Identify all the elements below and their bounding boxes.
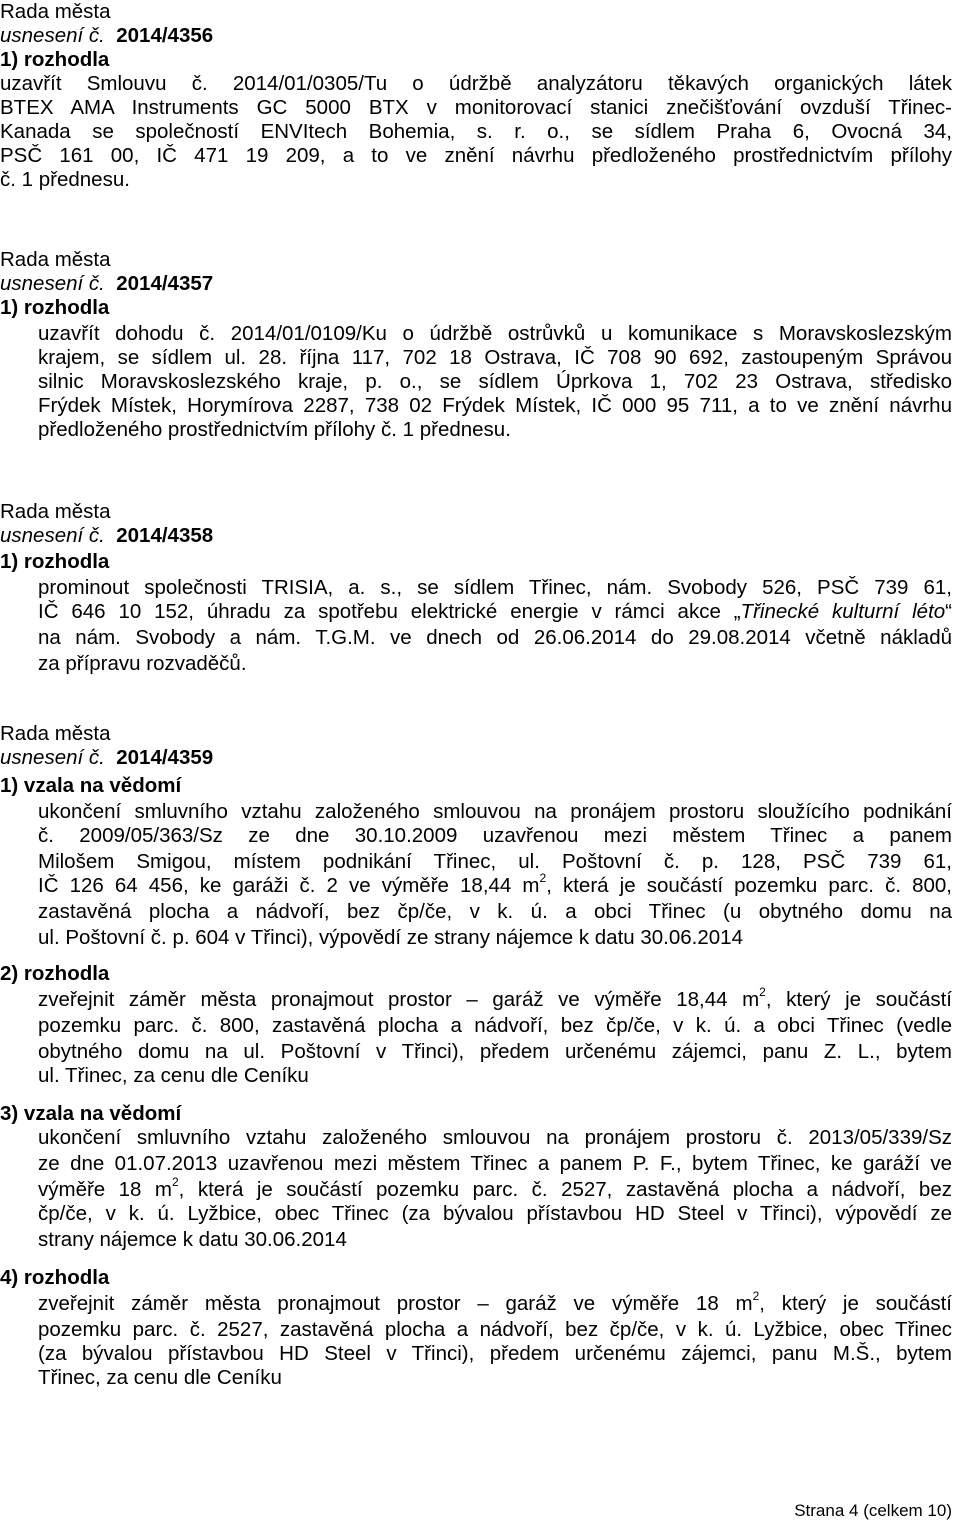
item-text-line: ze dne 01.07.2013 uzavřenou mezi městem Třinec a panem P. F., bytem Třinec, ke garáží ve — [38, 1152, 952, 1175]
council-label: Rada města — [0, 0, 111, 23]
item-heading: 2) rozhodla — [0, 962, 110, 985]
item-text-line: silnic Moravskoslezského kraje, p. o., se sídlem Úprkova 1, 702 23 Ostrava, středisko — [38, 370, 952, 393]
resolution-label: usnesení č. — [0, 24, 105, 47]
item-text-line: uzavřít dohodu č. 2014/01/0109/Ku o údržbě ostrůvků u komunikace s Moravskoslezským — [38, 322, 952, 345]
item-text-line: pozemku parc. č. 2527, zastavěná plocha a nádvoří, bez čp/če, v k. ú. Lyžbice, obec Třinec — [38, 1318, 952, 1341]
resolution-label: usnesení č. — [0, 746, 105, 769]
item-text-line: IČ 126 64 456, ke garáži č. 2 ve výměře 18,44 $m^2$, která je součástí pozemku parc. č. 800, — [38, 871, 953, 897]
item-text-line: krajem, se sídlem ul. 28. října 117, 702 18 Ostrava, IČ 708 90 692, zastoupeným Správou — [38, 346, 952, 369]
item-text-line: zveřejnit záměr města pronajmout prostor – garáž ve výměře 18 $m^2$, který je součástí — [38, 1289, 952, 1315]
council-label: Rada města — [0, 248, 111, 271]
item-heading: 1) rozhodla — [0, 550, 110, 573]
resolution-label: usnesení č. — [0, 524, 105, 547]
item-text-line: na nám. Svobody a nám. T.G.M. ve dnech od 26.06.2014 do 29.08.2014 včetně nákladů — [38, 626, 952, 649]
item-text-line: zveřejnit záměr města pronajmout prostor – garáž ve výměře 18,44 $m^2$, který je součástí — [38, 985, 952, 1011]
resolution-number-line — [0, 272, 213, 296]
item-text-line: BTEX AMA Instruments GC 5000 BTX v monitorovací stanici znečišťování ovzduší Třinec- — [0, 96, 952, 119]
item-text-line: za přípravu rozvaděčů. — [38, 652, 247, 675]
item-text-line: č. 2009/05/363/Sz ze dne 30.10.2009 uzavřenou mezi městem Třinec a panem — [38, 824, 952, 847]
item-text-line: Frýdek Místek, Horymírova 2287, 738 02 Frýdek Místek, IČ 000 95 711, a to ve znění návrhu — [38, 394, 952, 417]
resolution-number-line — [0, 24, 213, 48]
item-text-line: výměře 18 $m^2$, která je součástí pozemku parc. č. 2527, zastavěná plocha a nádvoří, bez — [38, 1175, 952, 1201]
item-text-line: uzavřít Smlouvu č. 2014/01/0305/Tu o údržbě analyzátoru těkavých organických látek — [0, 72, 952, 95]
resolution-number: 2014/4359 — [116, 746, 214, 769]
item-text-line: IČ 646 10 152, úhradu za spotřebu elektrické energie v rámci akce „Třinecké kulturní léto“ — [38, 600, 952, 623]
item-text-line: pozemku parc. č. 800, zastavěná plocha a nádvoří, bez čp/če, v k. ú. a obci Třinec (vedle — [38, 1014, 952, 1037]
council-label: Rada města — [0, 722, 111, 745]
resolution-number: 2014/4358 — [116, 524, 214, 547]
resolution-number: 2014/4357 — [116, 272, 214, 295]
item-text-line: strany nájemce k datu 30.06.2014 — [38, 1228, 347, 1251]
page-footer: Strana 4 (celkem 10) — [794, 1501, 952, 1520]
item-heading: 3) vzala na vědomí — [0, 1102, 182, 1125]
item-text-line: prominout společnosti TRISIA, a. s., se sídlem Třinec, nám. Svobody 526, PSČ 739 61, — [38, 576, 952, 599]
item-text-line: čp/če, v k. ú. Lyžbice, obec Třinec (za bývalou přístavbou HD Steel v Třinci), výpovědí ze — [38, 1202, 952, 1225]
item-text-line: (za bývalou přístavbou HD Steel v Třinci), předem určenému zájemci, panu M.Š., bytem — [38, 1342, 952, 1365]
item-heading: 4) rozhodla — [0, 1266, 110, 1289]
resolution-number-line — [0, 524, 213, 548]
item-text-line: Milošem Smigou, místem podnikání Třinec, ul. Poštovní č. p. 128, PSČ 739 61, — [38, 850, 952, 873]
council-label: Rada města — [0, 500, 111, 523]
item-text-line: ul. Poštovní č. p. 604 v Třinci), výpovědí ze strany nájemce k datu 30.06.2014 — [38, 926, 743, 949]
item-text-line: č. 1 přednesu. — [0, 168, 130, 191]
item-heading: 1) rozhodla — [0, 48, 110, 71]
item-heading: 1) rozhodla — [0, 296, 110, 319]
item-text-line: ukončení smluvního vztahu založeného smlouvou na pronájem prostoru sloužícího podnikání — [38, 800, 952, 823]
item-text-line: PSČ 161 00, IČ 471 19 209, a to ve znění návrhu předloženého prostřednictvím přílohy — [0, 144, 952, 167]
item-text-line: ul. Třinec, za cenu dle Ceníku — [38, 1064, 309, 1087]
item-text-line: předloženého prostřednictvím přílohy č. 1 přednesu. — [38, 418, 511, 441]
resolution-number-line — [0, 746, 213, 770]
item-heading: 1) vzala na vědomí — [0, 774, 182, 797]
item-text-line: zastavěná plocha a nádvoří, bez čp/če, v k. ú. a obci Třinec (u obytného domu na — [38, 900, 952, 923]
item-text-line: Třinec, za cenu dle Ceníku — [38, 1366, 282, 1389]
resolution-label: usnesení č. — [0, 272, 105, 295]
item-text-line: ukončení smluvního vztahu založeného smlouvou na pronájem prostoru č. 2013/05/339/Sz — [38, 1126, 952, 1149]
item-text-line: obytného domu na ul. Poštovní v Třinci), předem určenému zájemci, panu Z. L., bytem — [38, 1040, 952, 1063]
item-text-line: Kanada se společností ENVItech Bohemia, s. r. o., se sídlem Praha 6, Ovocná 34, — [0, 120, 952, 143]
resolution-number: 2014/4356 — [116, 24, 214, 47]
